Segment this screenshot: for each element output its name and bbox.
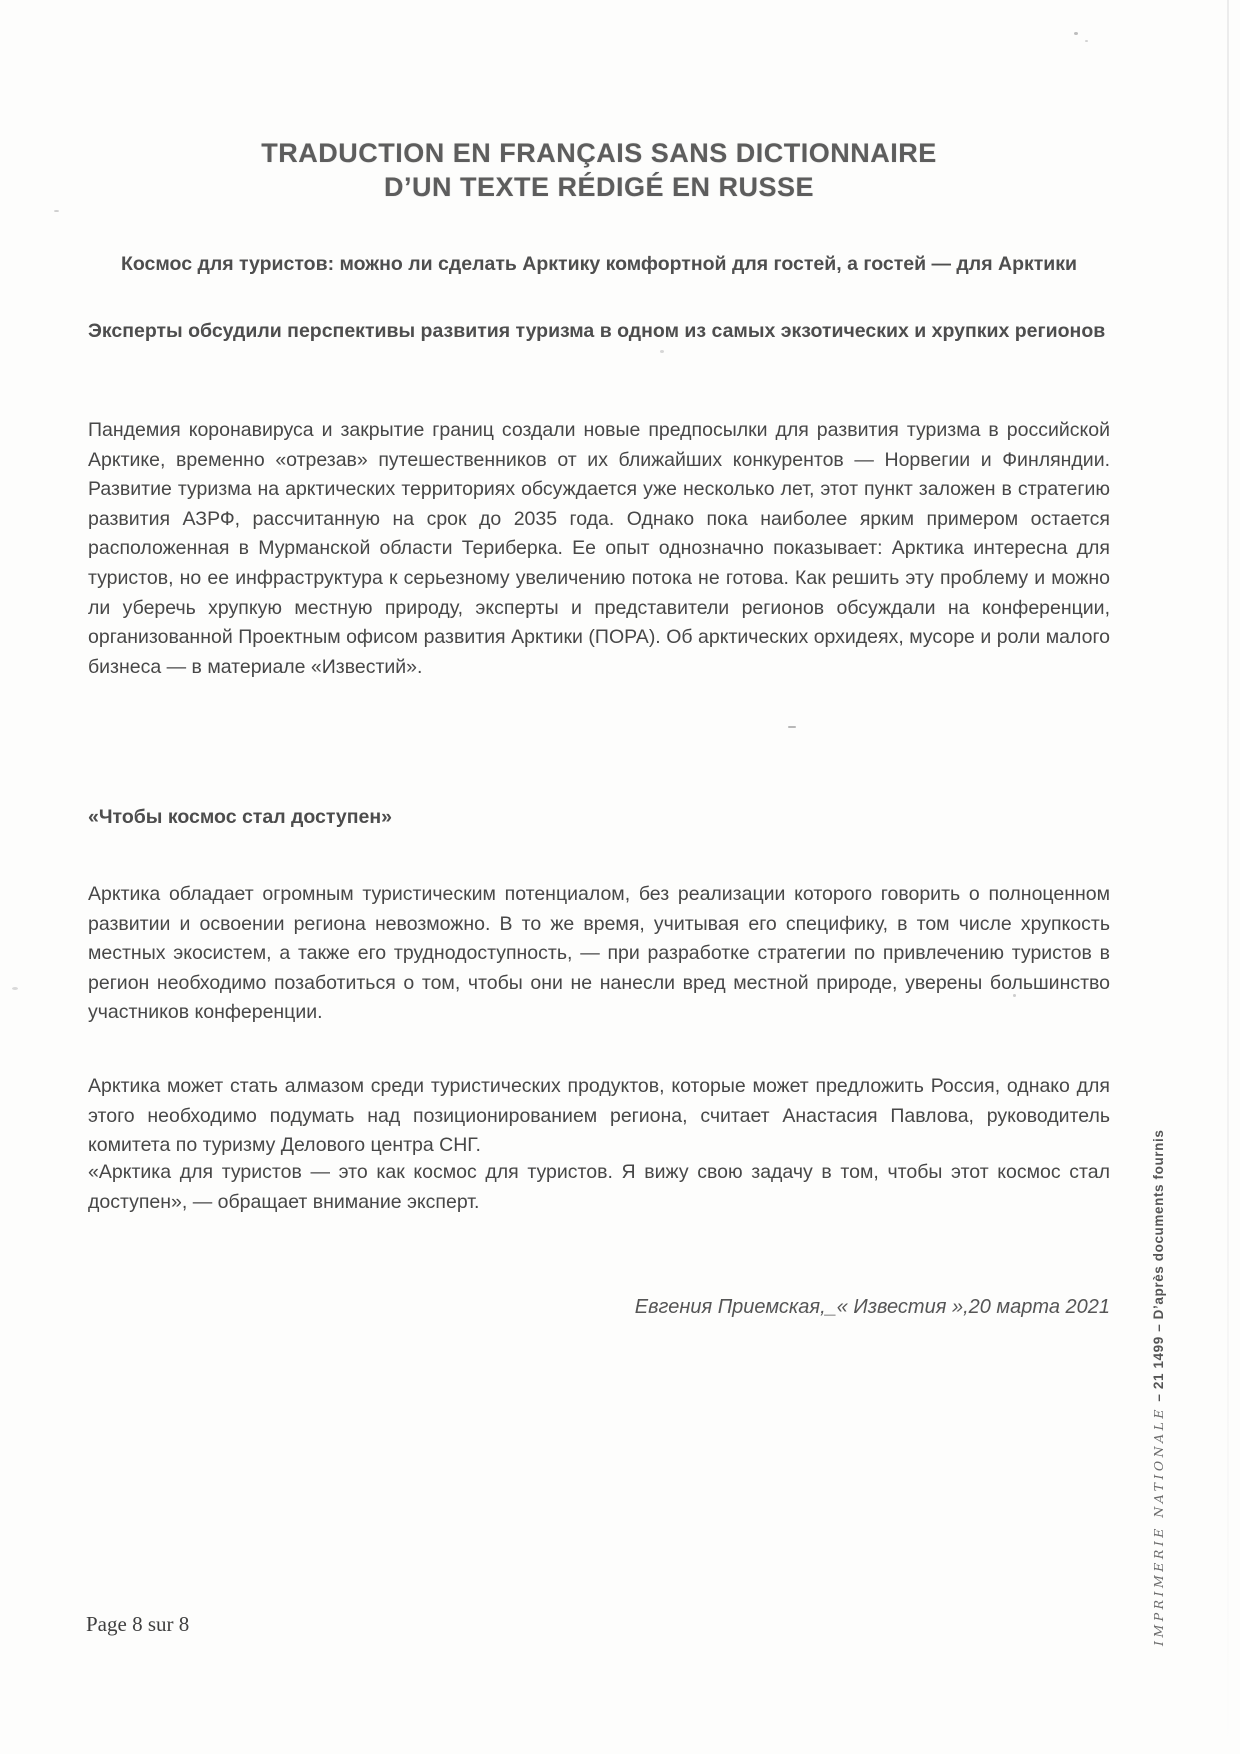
exam-title-line-1: TRADUCTION EN FRANÇAIS SANS DICTIONNAIRE	[261, 138, 937, 168]
exam-title	[88, 136, 1110, 204]
body-paragraph: Арктика обладает огромным туристическим потенциалом, без реализации которого говорить о полноценном развитии и освоении региона невозможно. В то же время, учитывая его специфику, в том числе хрупкость местных экосистем, а также его труднодоступность, — при разработке стратегии по привлечению туристов в регион необходимо позаботиться о том, чтобы они не нанесли вред местной природе, уверены большинство участников конференции.	[88, 883, 1110, 1024]
intro-paragraph: Пандемия коронавируса и закрытие границ создали новые предпосылки для развития туризма в российской Арктике, временно «отрезав» путешественников от их ближайших конкурентов — Норвегии и Финляндии. Развитие туризма на арктических территориях обсуждается уже несколько лет, этот пункт заложен в стратегию развития АЗРФ, рассчитанную на срок до 2035 года. Однако пока наиболее ярким примером остается расположенная в Мурманской области Териберка. Ее опыт однозначно показывает: Арктика интересна для туристов, но ее инфраструктура к серьезному увеличению потока не готова. Как решить эту проблему и можно ли уберечь хрупкую местную природу, эксперты и представители регионов обсуждали на конференции, организованной Проектным офисом развития Арктики (ПОРА). Об арктических орхидеях, мусоре и роли малого бизнеса — в материале «Известий».	[88, 419, 1110, 678]
scan-artifact-speck	[660, 350, 664, 353]
body-paragraph: Арктика может стать алмазом среди туристических продуктов, которые может предложить Россия, однако для этого необходимо подумать над позиционированием региона, считает Анастасия Павлова, руководитель комитета по туризму Делового центра СНГ.	[88, 1075, 1110, 1157]
printer-imprint-vertical	[1151, 1129, 1190, 1648]
page-number: Page 8 sur 8	[86, 1612, 190, 1636]
scan-artifact-speck	[12, 987, 18, 990]
scan-artifact-speck	[1074, 32, 1078, 35]
section-heading: «Чтобы космос стал доступен»	[88, 806, 393, 828]
scan-artifact-line	[1227, 0, 1229, 1754]
article-lede: Эксперты обсудили перспективы развития туризма в одном из самых экзотических и хрупких регионов	[88, 320, 1106, 342]
scan-artifact-speck	[54, 210, 59, 212]
article-headline: Космос для туристов: можно ли сделать Арктику комфортной для гостей, а гостей — для Арктики	[120, 253, 1078, 275]
body-paragraph: «Арктика для туристов — это как космос для туристов. Я вижу свою задачу в том, чтобы этот космос стал доступен», — обращает внимание эксперт.	[88, 1161, 1110, 1213]
scan-artifact-speck	[1013, 994, 1016, 997]
printer-name: IMPRIMERIE NATIONALE	[1151, 1405, 1166, 1646]
exam-title-line-2: D’UN TEXTE RÉDIGÉ EN RUSSE	[383, 172, 815, 202]
article-byline: Евгения Приемская,_« Известия »,20 марта 2021	[634, 1296, 1110, 1318]
scan-artifact-speck	[788, 726, 796, 728]
printer-reference: – 21 1499 – D’après documents fournis	[1151, 1129, 1166, 1406]
scan-artifact-speck	[1085, 40, 1088, 42]
